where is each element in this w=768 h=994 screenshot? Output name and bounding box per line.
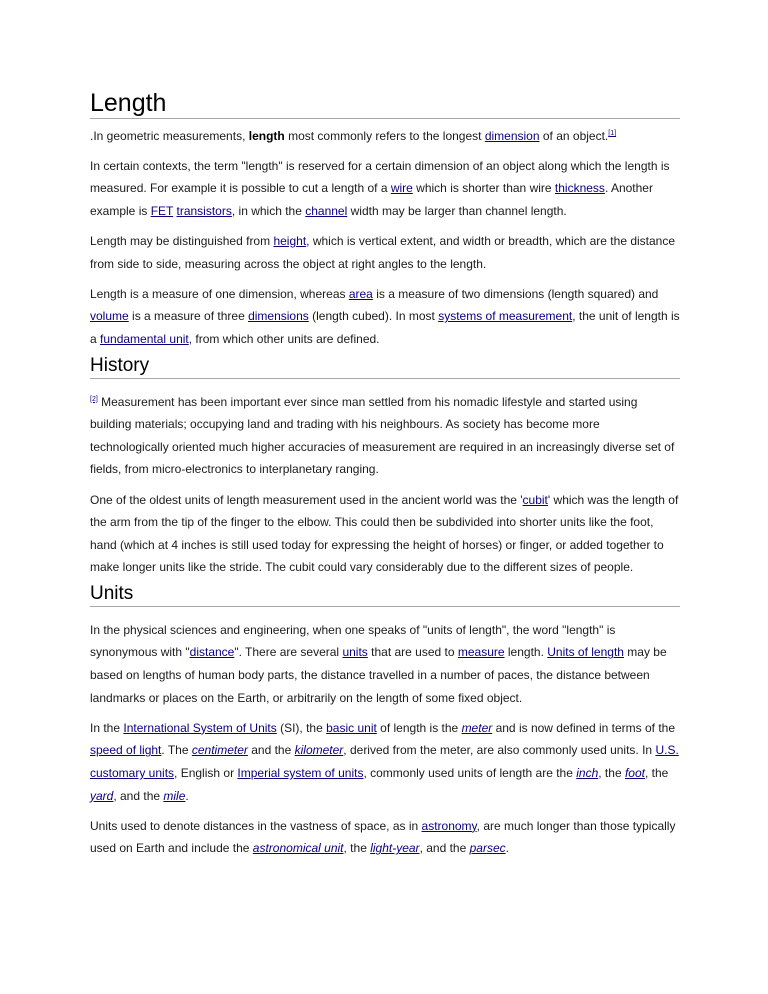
reference-2 bbox=[90, 396, 98, 403]
text-span: Length is a measure of one dimension, whereas bbox=[90, 286, 349, 301]
link-area[interactable]: area bbox=[348, 286, 373, 301]
link-kilometer[interactable]: kilometer bbox=[294, 743, 344, 758]
link-units-of-length[interactable]: Units of length bbox=[547, 645, 624, 660]
page-title: Length bbox=[90, 88, 680, 119]
link-volume[interactable]: volume bbox=[90, 309, 129, 324]
link-parsec[interactable]: parsec bbox=[469, 841, 506, 856]
text-span: In the physical sciences and engineering, when one speaks of "units of length", the word "length" is synonymous with " bbox=[90, 622, 616, 660]
text-span: . bbox=[505, 841, 509, 856]
link-wire[interactable]: wire bbox=[390, 181, 413, 196]
text-span: , the bbox=[343, 841, 371, 856]
text-span: that are used to bbox=[367, 645, 458, 660]
link-light-year[interactable]: light-year bbox=[370, 841, 420, 856]
text-span: . bbox=[185, 788, 189, 803]
paragraph-units-si bbox=[90, 717, 680, 807]
text-span: which is shorter than wire bbox=[412, 181, 555, 196]
text-span: (SI), the bbox=[276, 720, 327, 735]
paragraph-history-measurement bbox=[90, 391, 680, 481]
lead-paragraph bbox=[90, 125, 680, 148]
text-span: Units used to denote distances in the vastness of space, as in bbox=[90, 818, 422, 833]
text-span: , commonly used units of length are the bbox=[363, 766, 577, 781]
text-span: . The bbox=[161, 743, 192, 758]
link-speed-of-light[interactable]: speed of light bbox=[90, 743, 162, 758]
text-span: One of the oldest units of length measurement used in the ancient world was the ' bbox=[90, 492, 523, 507]
reference-1 bbox=[608, 130, 616, 137]
section-heading-units: Units bbox=[90, 582, 680, 607]
link-transistors[interactable]: transistors bbox=[176, 203, 232, 218]
text-span: , and the bbox=[113, 788, 164, 803]
text-span: and the bbox=[247, 743, 295, 758]
link-astronomy[interactable]: astronomy bbox=[421, 818, 477, 833]
text-span: Measurement has been important ever since man settled from his nomadic lifestyle and started using building materials; occupying land and trading with his neighbours. As society has become more technologically oriented much higher accuracies of measurement are required in an increasingly diverse set of fields, from micro-electronics to interplanetary ranging. bbox=[90, 394, 675, 477]
link-fundamental-unit[interactable]: fundamental unit bbox=[100, 331, 189, 346]
link-cubit[interactable]: cubit bbox=[522, 492, 548, 507]
link-measure[interactable]: measure bbox=[457, 645, 505, 660]
text-span: , in which the bbox=[231, 203, 306, 218]
section-heading-history: History bbox=[90, 354, 680, 379]
article-page bbox=[90, 88, 680, 868]
text-span: may be based on lengths of human body parts, the distance travelled in a number of paces, the distance between landmarks or places on the Earth, or arbitrarily on the length of some fixed object. bbox=[90, 645, 667, 705]
link-distance[interactable]: distance bbox=[189, 645, 235, 660]
text-span: , the bbox=[598, 766, 625, 781]
bold-term: length bbox=[248, 129, 285, 143]
paragraph-height bbox=[90, 230, 680, 275]
text-span: is a measure of two dimensions (length squared) and bbox=[372, 286, 659, 301]
text-span: most commonly refers to the longest bbox=[284, 129, 485, 143]
text-span: and is now defined in terms of the bbox=[492, 720, 676, 735]
link-foot[interactable]: foot bbox=[624, 766, 645, 781]
link-basic-unit[interactable]: basic unit bbox=[326, 720, 377, 735]
text-span: of length is the bbox=[376, 720, 462, 735]
text-span: , English or bbox=[174, 766, 238, 781]
link-thickness[interactable]: thickness bbox=[554, 181, 605, 196]
link-fet[interactable]: FET bbox=[150, 203, 174, 218]
link-imperial-system-of-units[interactable]: Imperial system of units bbox=[237, 766, 364, 781]
link-centimeter[interactable]: centimeter bbox=[191, 743, 248, 758]
link-systems-of-measurement[interactable]: systems of measurement bbox=[438, 309, 573, 324]
link-units[interactable]: units bbox=[342, 645, 368, 660]
link-international-system-of-units[interactable]: International System of Units bbox=[123, 720, 277, 735]
text-span: width may be larger than channel length. bbox=[347, 203, 567, 218]
text-span: . Another example is bbox=[90, 181, 653, 218]
text-span: Length may be distinguished from bbox=[90, 233, 274, 248]
link-mile[interactable]: mile bbox=[163, 788, 186, 803]
paragraph-dimensions bbox=[90, 283, 680, 351]
text-span: , are much longer than those typically used on Earth and include the bbox=[90, 818, 676, 856]
reference-link[interactable]: [1] bbox=[608, 130, 617, 137]
link-meter[interactable]: meter bbox=[461, 720, 493, 735]
text-span: is a measure of three bbox=[128, 309, 249, 324]
text-span: In the bbox=[90, 720, 124, 735]
paragraph-contexts bbox=[90, 155, 680, 223]
paragraph-history-cubit bbox=[90, 489, 680, 579]
link-dimension[interactable]: dimension bbox=[484, 129, 540, 143]
link-us-customary-units[interactable]: U.S. customary units bbox=[90, 743, 679, 781]
text-span: of an object. bbox=[539, 129, 609, 143]
text-span: , derived from the meter, are also commonly used units. In bbox=[343, 743, 656, 758]
text-span: , and the bbox=[419, 841, 470, 856]
text-span: , the unit of length is a bbox=[90, 309, 680, 346]
text-span: ' which was the length of the arm from the tip of the finger to the elbow. This could then be subdivided into shorter units like the foot, hand (which at 4 inches is still used today for expressing the height of horses) or finger, or added together to make longer units like the stride. The cubit could vary considerably due to the different sizes of people. bbox=[90, 492, 679, 575]
link-dimensions[interactable]: dimensions bbox=[248, 309, 309, 324]
text-span: length. bbox=[504, 645, 548, 660]
text-span: , from which other units are defined. bbox=[188, 331, 380, 346]
link-inch[interactable]: inch bbox=[576, 766, 599, 781]
text-span: , which is vertical extent, and width or breadth, which are the distance from side to side, measuring across the object at right angles to the length. bbox=[90, 233, 676, 271]
text-span: In certain contexts, the term "length" is reserved for a certain dimension of an object along which the length is measured. For example it is possible to cut a length of a bbox=[90, 158, 670, 196]
link-channel[interactable]: channel bbox=[305, 203, 348, 218]
link-astronomical-unit[interactable]: astronomical unit bbox=[252, 841, 344, 856]
link-height[interactable]: height bbox=[273, 233, 307, 248]
text-span: ". There are several bbox=[234, 645, 343, 660]
text-span: (length cubed). In most bbox=[308, 309, 439, 324]
paragraph-units-definition bbox=[90, 619, 680, 709]
reference-link[interactable]: [2] bbox=[90, 395, 98, 403]
link-yard[interactable]: yard bbox=[90, 788, 114, 803]
text-span: .In geometric measurements, bbox=[90, 129, 249, 143]
paragraph-units-astronomy bbox=[90, 815, 680, 860]
text-span: , the bbox=[644, 766, 669, 781]
